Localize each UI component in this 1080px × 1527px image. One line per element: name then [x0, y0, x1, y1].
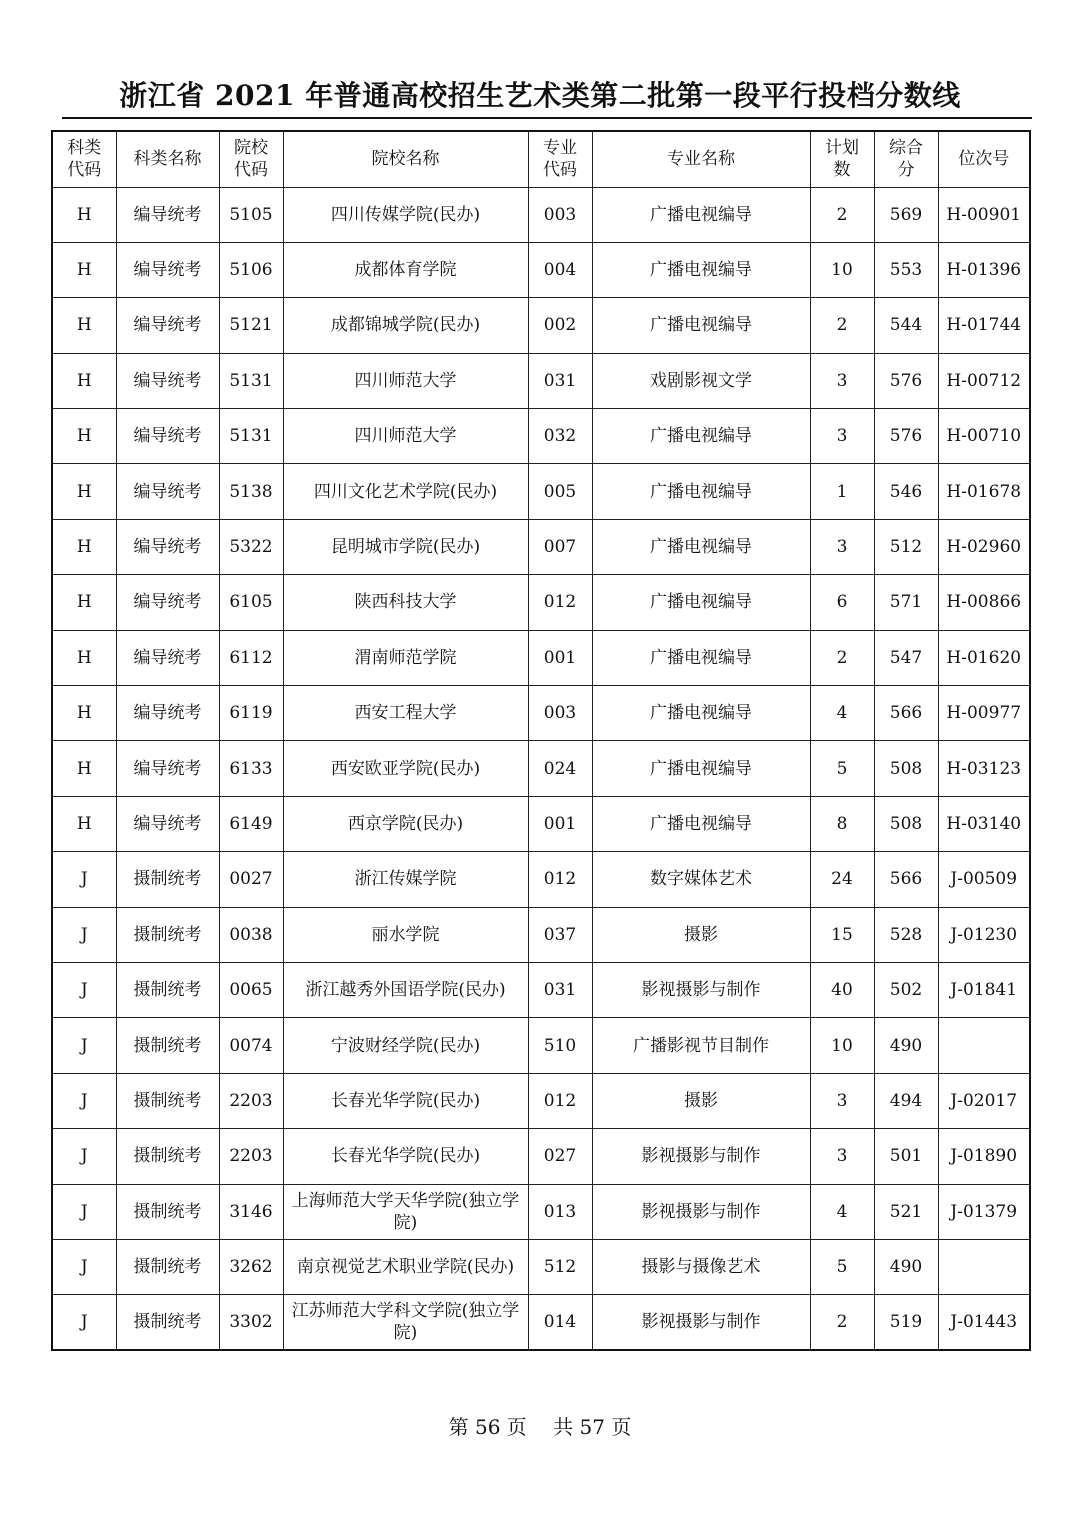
major-code-cell: 002 [528, 298, 592, 353]
major-code-cell: 510 [528, 1018, 592, 1073]
school-code-cell: 3262 [219, 1239, 283, 1294]
rank-cell: H-02960 [938, 519, 1030, 574]
score-cell: 569 [874, 187, 938, 242]
table-row [52, 409, 1030, 464]
category-code-cell: J [52, 852, 116, 907]
category-name-cell: 编导统考 [116, 575, 219, 630]
major-name-cell: 戏剧影视文学 [592, 353, 810, 408]
school-name-cell: 成都锦城学院(民办) [283, 298, 528, 353]
school-code-cell: 5106 [219, 242, 283, 297]
plan-count-cell: 15 [810, 907, 874, 962]
plan-count-cell: 3 [810, 353, 874, 408]
major-name-cell: 影视摄影与制作 [592, 962, 810, 1017]
category-code-cell: J [52, 1129, 116, 1184]
major-code-cell: 001 [528, 630, 592, 685]
category-code-cell: J [52, 1239, 116, 1294]
rank-cell: H-00712 [938, 353, 1030, 408]
table-row [52, 298, 1030, 353]
major-name-cell: 广播电视编导 [592, 519, 810, 574]
plan-count-cell: 2 [810, 187, 874, 242]
category-name-cell: 摄制统考 [116, 1239, 219, 1294]
plan-count-cell: 6 [810, 575, 874, 630]
table-row [52, 1239, 1030, 1294]
school-code-cell: 0065 [219, 962, 283, 1017]
category-code-cell: H [52, 464, 116, 519]
score-cell: 494 [874, 1073, 938, 1128]
table-header-row [52, 131, 1030, 187]
header-category-code: 科类 代码 [52, 131, 116, 187]
category-name-cell: 摄制统考 [116, 1073, 219, 1128]
major-code-cell: 003 [528, 686, 592, 741]
major-name-cell: 广播电视编导 [592, 686, 810, 741]
category-code-cell: H [52, 630, 116, 685]
plan-count-cell: 3 [810, 1129, 874, 1184]
table-row [52, 519, 1030, 574]
table-row [52, 1073, 1030, 1128]
plan-count-cell: 5 [810, 1239, 874, 1294]
major-code-cell: 004 [528, 242, 592, 297]
major-code-cell: 012 [528, 575, 592, 630]
plan-count-cell: 1 [810, 464, 874, 519]
category-code-cell: H [52, 242, 116, 297]
category-code-cell: H [52, 741, 116, 796]
rank-cell: H-00901 [938, 187, 1030, 242]
plan-count-cell: 4 [810, 1184, 874, 1239]
major-name-cell: 广播电视编导 [592, 575, 810, 630]
school-name-cell: 丽水学院 [283, 907, 528, 962]
plan-count-cell: 3 [810, 409, 874, 464]
table-row [52, 1184, 1030, 1239]
category-name-cell: 编导统考 [116, 298, 219, 353]
table-row [52, 741, 1030, 796]
major-name-cell: 广播电视编导 [592, 741, 810, 796]
page-footer [0, 1411, 1080, 1440]
school-code-cell: 6119 [219, 686, 283, 741]
category-code-cell: H [52, 686, 116, 741]
rank-cell: H-01744 [938, 298, 1030, 353]
major-code-cell: 031 [528, 962, 592, 1017]
plan-count-cell: 40 [810, 962, 874, 1017]
school-name-cell: 四川师范大学 [283, 353, 528, 408]
plan-count-cell: 2 [810, 1295, 874, 1350]
major-code-cell: 032 [528, 409, 592, 464]
page-number: 第 56 页 [448, 1415, 527, 1439]
category-name-cell: 编导统考 [116, 741, 219, 796]
school-name-cell: 四川传媒学院(民办) [283, 187, 528, 242]
school-code-cell: 6105 [219, 575, 283, 630]
school-code-cell: 6133 [219, 741, 283, 796]
plan-count-cell: 3 [810, 519, 874, 574]
category-code-cell: J [52, 1018, 116, 1073]
score-cell: 508 [874, 741, 938, 796]
rank-cell: J-01443 [938, 1295, 1030, 1350]
category-name-cell: 编导统考 [116, 519, 219, 574]
rank-cell [938, 1018, 1030, 1073]
score-cell: 528 [874, 907, 938, 962]
category-code-cell: H [52, 353, 116, 408]
school-name-cell: 浙江传媒学院 [283, 852, 528, 907]
major-name-cell: 摄影与摄像艺术 [592, 1239, 810, 1294]
table-row [52, 353, 1030, 408]
major-name-cell: 广播电视编导 [592, 796, 810, 851]
major-name-cell: 广播电视编导 [592, 464, 810, 519]
school-name-cell: 浙江越秀外国语学院(民办) [283, 962, 528, 1017]
plan-count-cell: 10 [810, 242, 874, 297]
major-name-cell: 影视摄影与制作 [592, 1184, 810, 1239]
header-score: 综合 分 [874, 131, 938, 187]
school-code-cell: 3302 [219, 1295, 283, 1350]
score-cell: 490 [874, 1018, 938, 1073]
plan-count-cell: 8 [810, 796, 874, 851]
plan-count-cell: 3 [810, 1073, 874, 1128]
header-category-name: 科类名称 [116, 131, 219, 187]
category-name-cell: 编导统考 [116, 686, 219, 741]
major-name-cell: 广播电视编导 [592, 409, 810, 464]
header-school-name: 院校名称 [283, 131, 528, 187]
school-name-cell: 南京视觉艺术职业学院(民办) [283, 1239, 528, 1294]
score-cell: 576 [874, 409, 938, 464]
score-cell: 519 [874, 1295, 938, 1350]
table-row [52, 852, 1030, 907]
rank-cell: H-00866 [938, 575, 1030, 630]
score-cell: 544 [874, 298, 938, 353]
major-code-cell: 012 [528, 1073, 592, 1128]
rank-cell: H-01678 [938, 464, 1030, 519]
table-row [52, 575, 1030, 630]
score-cell: 546 [874, 464, 938, 519]
category-name-cell: 编导统考 [116, 630, 219, 685]
school-name-cell: 宁波财经学院(民办) [283, 1018, 528, 1073]
school-code-cell: 5138 [219, 464, 283, 519]
school-name-cell: 成都体育学院 [283, 242, 528, 297]
header-rank: 位次号 [938, 131, 1030, 187]
school-code-cell: 5105 [219, 187, 283, 242]
table-row [52, 686, 1030, 741]
plan-count-cell: 4 [810, 686, 874, 741]
rank-cell: J-01379 [938, 1184, 1030, 1239]
school-code-cell: 5131 [219, 353, 283, 408]
major-name-cell: 广播电视编导 [592, 187, 810, 242]
score-cell: 547 [874, 630, 938, 685]
rank-cell: H-00710 [938, 409, 1030, 464]
category-name-cell: 摄制统考 [116, 1295, 219, 1350]
major-code-cell: 512 [528, 1239, 592, 1294]
rank-cell: H-01620 [938, 630, 1030, 685]
school-name-cell: 西京学院(民办) [283, 796, 528, 851]
plan-count-cell: 2 [810, 298, 874, 353]
category-code-cell: J [52, 962, 116, 1017]
category-name-cell: 摄制统考 [116, 1129, 219, 1184]
major-name-cell: 广播电视编导 [592, 242, 810, 297]
header-major-name: 专业名称 [592, 131, 810, 187]
major-name-cell: 广播电视编导 [592, 298, 810, 353]
school-name-cell: 长春光华学院(民办) [283, 1073, 528, 1128]
major-code-cell: 007 [528, 519, 592, 574]
page-total: 共 57 页 [553, 1415, 632, 1439]
school-code-cell: 6112 [219, 630, 283, 685]
category-code-cell: H [52, 187, 116, 242]
category-name-cell: 编导统考 [116, 464, 219, 519]
major-name-cell: 数字媒体艺术 [592, 852, 810, 907]
table-row [52, 1295, 1030, 1350]
rank-cell [938, 1239, 1030, 1294]
score-cell: 512 [874, 519, 938, 574]
table-row [52, 1129, 1030, 1184]
school-code-cell: 3146 [219, 1184, 283, 1239]
major-code-cell: 037 [528, 907, 592, 962]
table-row [52, 907, 1030, 962]
score-cell: 508 [874, 796, 938, 851]
rank-cell: J-02017 [938, 1073, 1030, 1128]
category-name-cell: 摄制统考 [116, 907, 219, 962]
score-cell: 553 [874, 242, 938, 297]
plan-count-cell: 10 [810, 1018, 874, 1073]
table-row [52, 630, 1030, 685]
major-name-cell: 广播电视编导 [592, 630, 810, 685]
category-code-cell: H [52, 409, 116, 464]
table-row [52, 187, 1030, 242]
category-name-cell: 摄制统考 [116, 1184, 219, 1239]
score-cell: 566 [874, 852, 938, 907]
school-code-cell: 5131 [219, 409, 283, 464]
admission-score-table [51, 130, 1031, 1351]
title-underline [62, 117, 1032, 119]
score-cell: 490 [874, 1239, 938, 1294]
category-name-cell: 编导统考 [116, 409, 219, 464]
rank-cell: H-01396 [938, 242, 1030, 297]
table-row [52, 242, 1030, 297]
school-code-cell: 5322 [219, 519, 283, 574]
rank-cell: J-01890 [938, 1129, 1030, 1184]
major-name-cell: 摄影 [592, 907, 810, 962]
table-row [52, 1018, 1030, 1073]
school-name-cell: 长春光华学院(民办) [283, 1129, 528, 1184]
table-row [52, 962, 1030, 1017]
rank-cell: H-00977 [938, 686, 1030, 741]
major-code-cell: 003 [528, 187, 592, 242]
major-name-cell: 影视摄影与制作 [592, 1129, 810, 1184]
header-major-code: 专业 代码 [528, 131, 592, 187]
major-code-cell: 001 [528, 796, 592, 851]
category-name-cell: 摄制统考 [116, 852, 219, 907]
category-name-cell: 编导统考 [116, 242, 219, 297]
page-title: 浙江省 2021 年普通高校招生艺术类第二批第一段平行投档分数线 [119, 79, 961, 112]
school-name-cell: 四川文化艺术学院(民办) [283, 464, 528, 519]
score-cell: 521 [874, 1184, 938, 1239]
major-code-cell: 005 [528, 464, 592, 519]
major-code-cell: 014 [528, 1295, 592, 1350]
major-code-cell: 027 [528, 1129, 592, 1184]
category-name-cell: 编导统考 [116, 187, 219, 242]
major-name-cell: 广播影视节目制作 [592, 1018, 810, 1073]
category-name-cell: 编导统考 [116, 353, 219, 408]
school-code-cell: 2203 [219, 1073, 283, 1128]
score-cell: 566 [874, 686, 938, 741]
major-code-cell: 013 [528, 1184, 592, 1239]
category-code-cell: H [52, 796, 116, 851]
plan-count-cell: 24 [810, 852, 874, 907]
category-code-cell: H [52, 519, 116, 574]
school-name-cell: 渭南师范学院 [283, 630, 528, 685]
score-cell: 501 [874, 1129, 938, 1184]
school-code-cell: 0027 [219, 852, 283, 907]
table-row [52, 464, 1030, 519]
rank-cell: J-00509 [938, 852, 1030, 907]
score-cell: 576 [874, 353, 938, 408]
table-body [52, 187, 1030, 1350]
rank-cell: H-03140 [938, 796, 1030, 851]
school-name-cell: 江苏师范大学科文学院(独立学院) [283, 1295, 528, 1350]
header-plan-count: 计划 数 [810, 131, 874, 187]
school-name-cell: 西安欧亚学院(民办) [283, 741, 528, 796]
major-code-cell: 012 [528, 852, 592, 907]
header-school-code: 院校 代码 [219, 131, 283, 187]
school-code-cell: 0074 [219, 1018, 283, 1073]
rank-cell: J-01230 [938, 907, 1030, 962]
school-name-cell: 昆明城市学院(民办) [283, 519, 528, 574]
major-name-cell: 影视摄影与制作 [592, 1295, 810, 1350]
table-row [52, 796, 1030, 851]
school-code-cell: 5121 [219, 298, 283, 353]
score-cell: 571 [874, 575, 938, 630]
score-cell: 502 [874, 962, 938, 1017]
school-code-cell: 0038 [219, 907, 283, 962]
category-code-cell: J [52, 1295, 116, 1350]
school-name-cell: 上海师范大学天华学院(独立学院) [283, 1184, 528, 1239]
category-code-cell: J [52, 1073, 116, 1128]
major-code-cell: 024 [528, 741, 592, 796]
school-name-cell: 四川师范大学 [283, 409, 528, 464]
category-name-cell: 编导统考 [116, 796, 219, 851]
category-code-cell: J [52, 1184, 116, 1239]
school-name-cell: 西安工程大学 [283, 686, 528, 741]
school-code-cell: 2203 [219, 1129, 283, 1184]
category-code-cell: J [52, 907, 116, 962]
school-name-cell: 陕西科技大学 [283, 575, 528, 630]
major-name-cell: 摄影 [592, 1073, 810, 1128]
rank-cell: J-01841 [938, 962, 1030, 1017]
category-name-cell: 摄制统考 [116, 962, 219, 1017]
plan-count-cell: 5 [810, 741, 874, 796]
plan-count-cell: 2 [810, 630, 874, 685]
category-code-cell: H [52, 298, 116, 353]
rank-cell: H-03123 [938, 741, 1030, 796]
school-code-cell: 6149 [219, 796, 283, 851]
category-name-cell: 摄制统考 [116, 1018, 219, 1073]
category-code-cell: H [52, 575, 116, 630]
major-code-cell: 031 [528, 353, 592, 408]
